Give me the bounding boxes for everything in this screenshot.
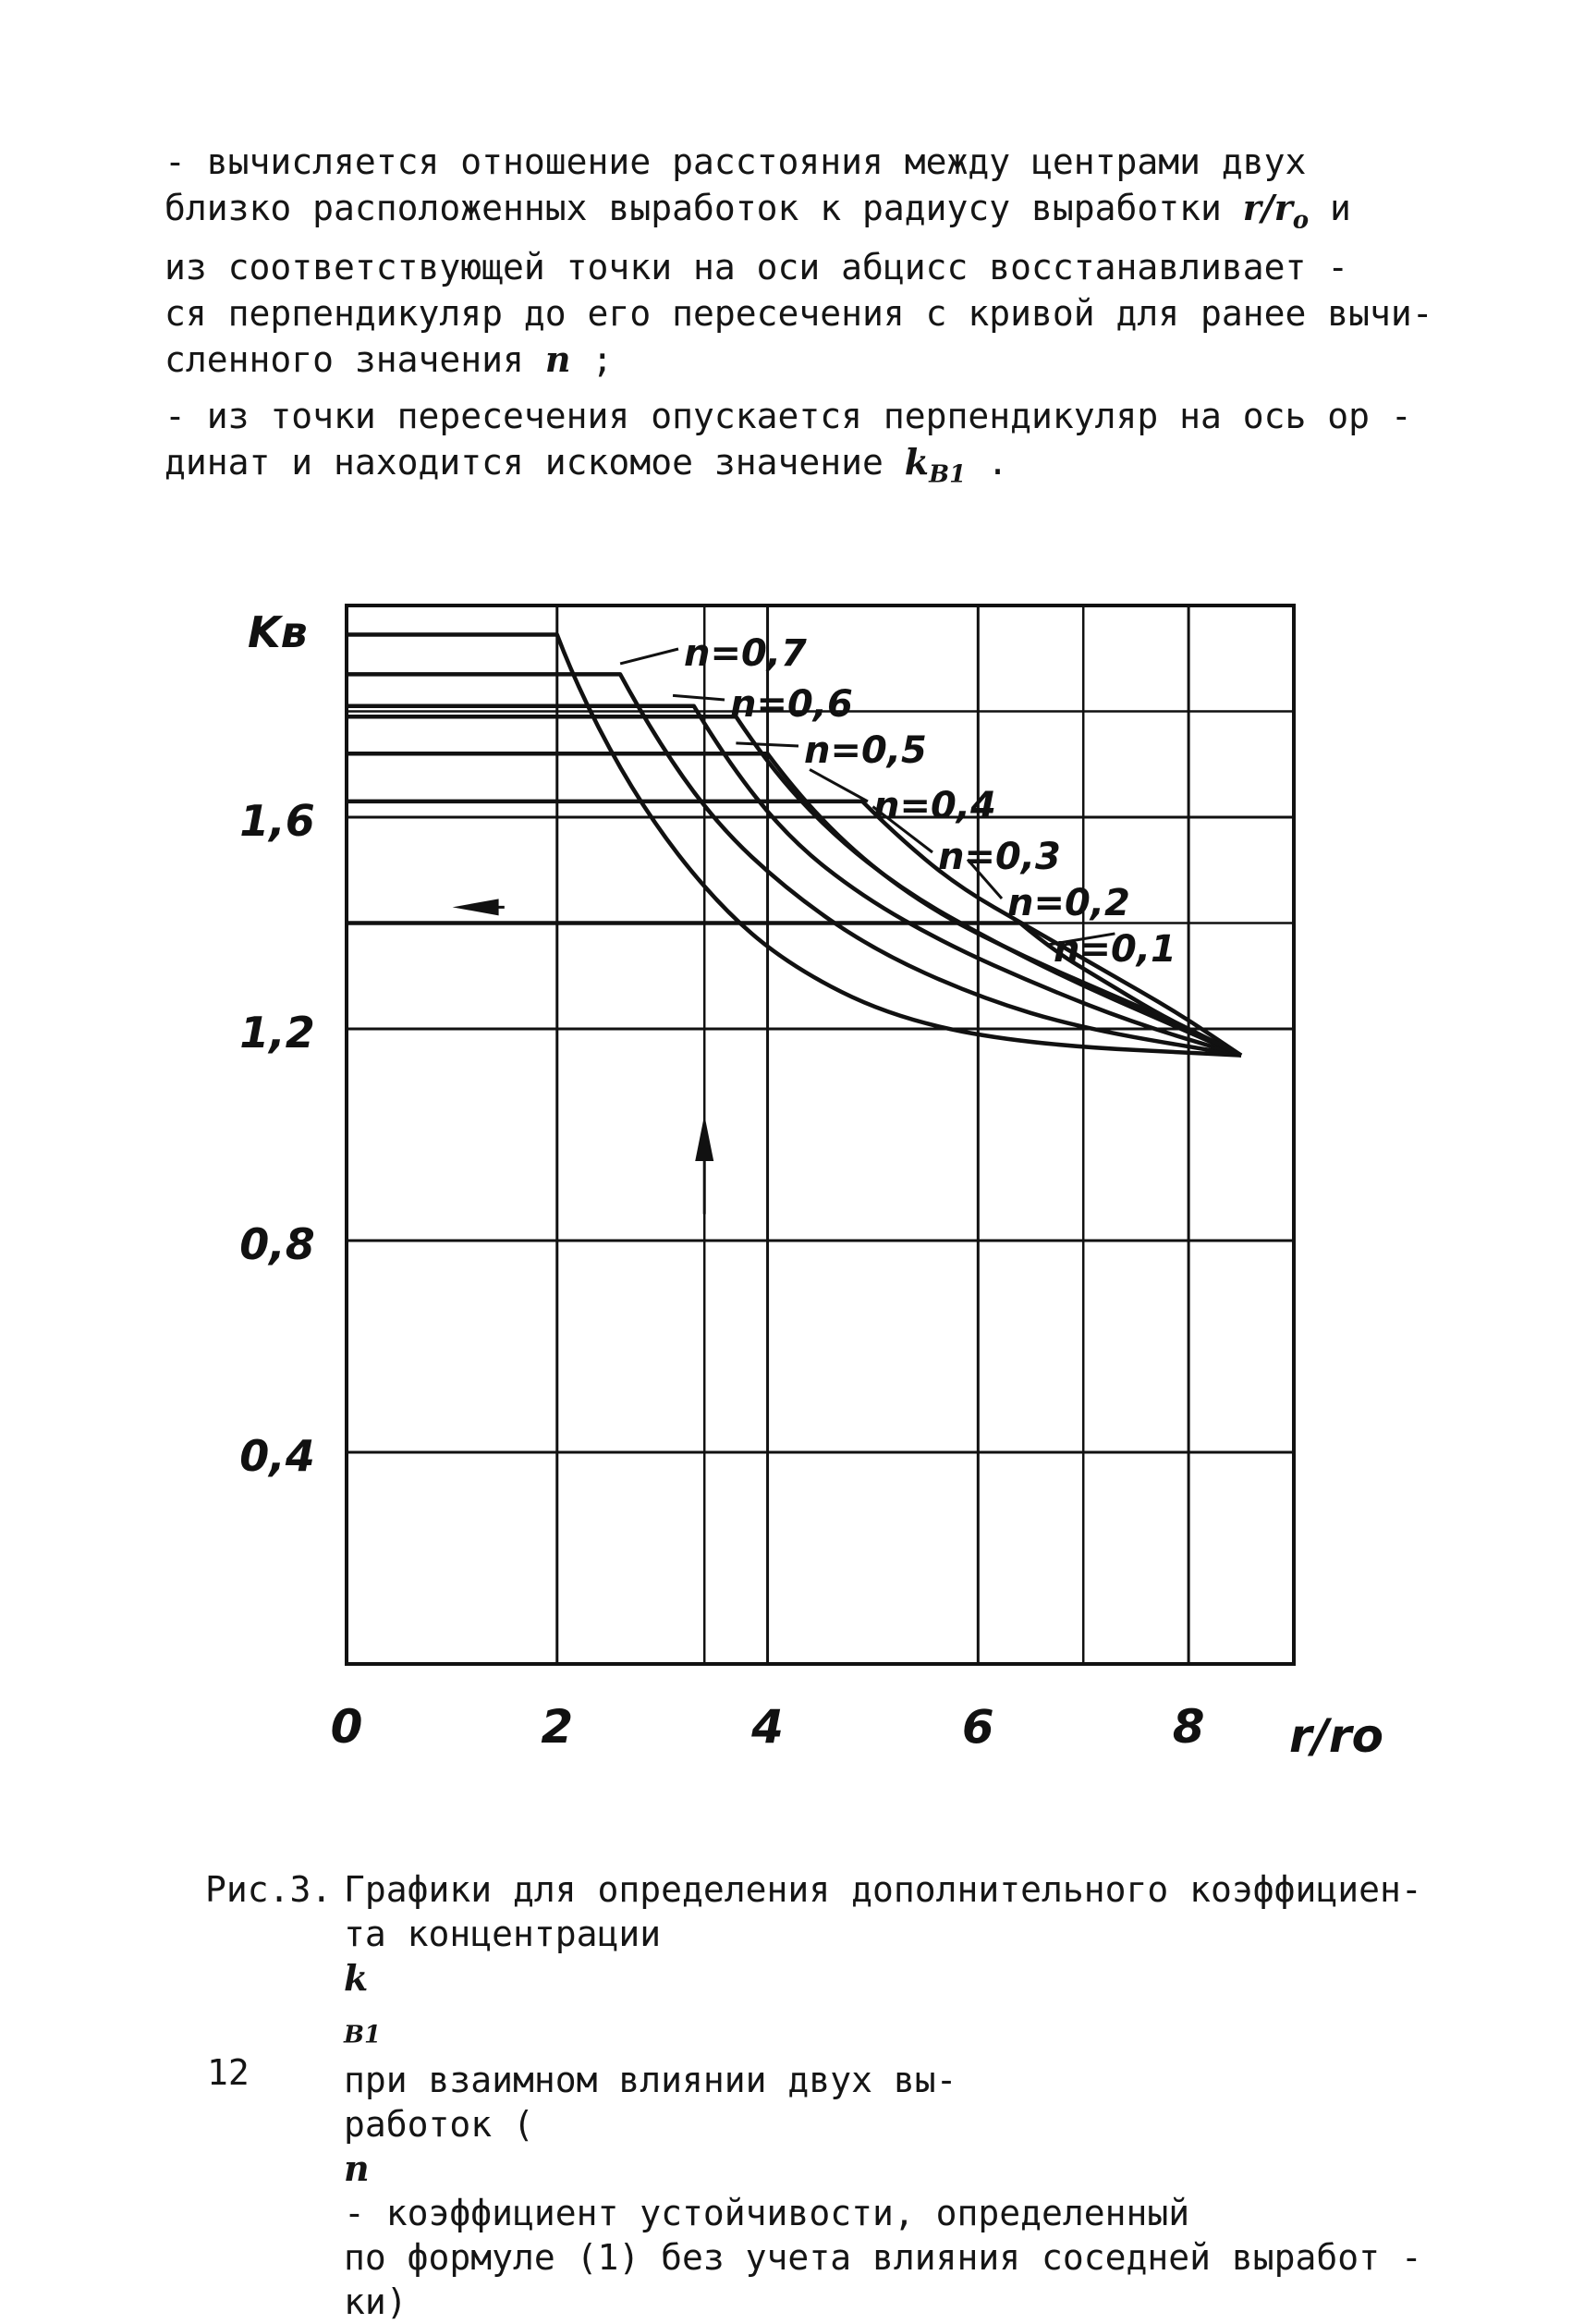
caption-k-symbol: k: [344, 1957, 369, 1999]
leader-n=0,5: [736, 743, 798, 746]
curve-n=0,5: [347, 706, 1241, 1056]
y-tick-label-0,8: 0,8: [239, 1219, 315, 1269]
curve-label-n=0,3: n=0,3: [938, 836, 1061, 878]
paragraph-2-line-1: - из точки пересечения опускается перпендикуляр на ось ор -: [165, 396, 1412, 436]
leader-n=0,6: [673, 695, 725, 700]
leader-n=0,7: [620, 649, 678, 664]
figure-label: Рис.3.: [205, 1869, 333, 1910]
curve-label-n=0,1: n=0,1: [1054, 928, 1176, 971]
y-axis-label: Kв: [248, 607, 308, 657]
curve-label-n=0,7: n=0,7: [684, 632, 807, 675]
paragraph-1-line-2: близко расположенных выработок к радиусу выработки $r/r_o$ и: [165, 187, 1351, 235]
x-tick-label-8: 8: [1172, 1700, 1205, 1754]
curve-label-n=0,5: n=0,5: [804, 729, 927, 772]
y-tick-label-1,2: 1,2: [239, 1008, 315, 1058]
paragraph-1-line-3: из соответствующей точки на оси абцисс восстанавливает -: [165, 246, 1349, 287]
paragraph-1-line-1: - вычисляется отношение расстояния между центрами двух: [165, 141, 1307, 182]
caption-line-1: Графики для определения дополнительного коэффициен-: [344, 1869, 1422, 1910]
caption-text: [344, 1867, 1425, 2324]
k-symbol: k: [904, 441, 930, 483]
caption-line-5: ки): [344, 2281, 408, 2322]
caption-line-3: работок ( n - коэффициент устойчивости, определенный: [344, 2102, 1425, 2235]
arrow-up-head: [695, 1115, 713, 1161]
curve-label-n=0,6: n=0,6: [730, 683, 853, 726]
page-number: 12: [207, 2052, 250, 2093]
curve-label-n=0,4: n=0,4: [873, 785, 996, 827]
n-symbol: n: [544, 337, 571, 380]
x-tick-label-2: 2: [541, 1700, 574, 1754]
caption-k-subscript: B1: [344, 2021, 382, 2049]
caption-n-symbol: n: [344, 2147, 370, 2189]
arrow-left-head: [453, 899, 499, 915]
y-tick-label-0,4: 0,4: [239, 1431, 315, 1481]
x-tick-label-4: 4: [751, 1700, 784, 1754]
x-tick-label-0: 0: [330, 1700, 363, 1754]
paragraph-1-line-4: ся перпендикуляр до его пересечения с кривой для ранее вычи-: [165, 292, 1433, 334]
k-subscript: B1: [929, 460, 967, 489]
caption-line-4: по формуле (1) без учета влияния соседней выработ -: [344, 2236, 1422, 2278]
chart-arrows: [453, 899, 714, 1214]
x-tick-label-6: 6: [961, 1700, 994, 1754]
x-axis-label: r/ro: [1289, 1709, 1383, 1763]
y-tick-label-1,6: 1,6: [239, 796, 315, 846]
curve-label-n=0,2: n=0,2: [1007, 882, 1130, 924]
ratio-symbol: r/r: [1242, 187, 1293, 228]
paragraph-1-line-5: сленного значения n ;: [165, 337, 614, 380]
caption-line-2: та концентрации k $_{B1}$ при взаимном влиянии двух вы-: [344, 1912, 1425, 2102]
ratio-subscript: o: [1292, 206, 1310, 235]
paragraph-2-line-2: динат и находится искомое значение $k_{B1}$ .: [165, 441, 1008, 489]
leader-n=0,4: [810, 769, 868, 801]
